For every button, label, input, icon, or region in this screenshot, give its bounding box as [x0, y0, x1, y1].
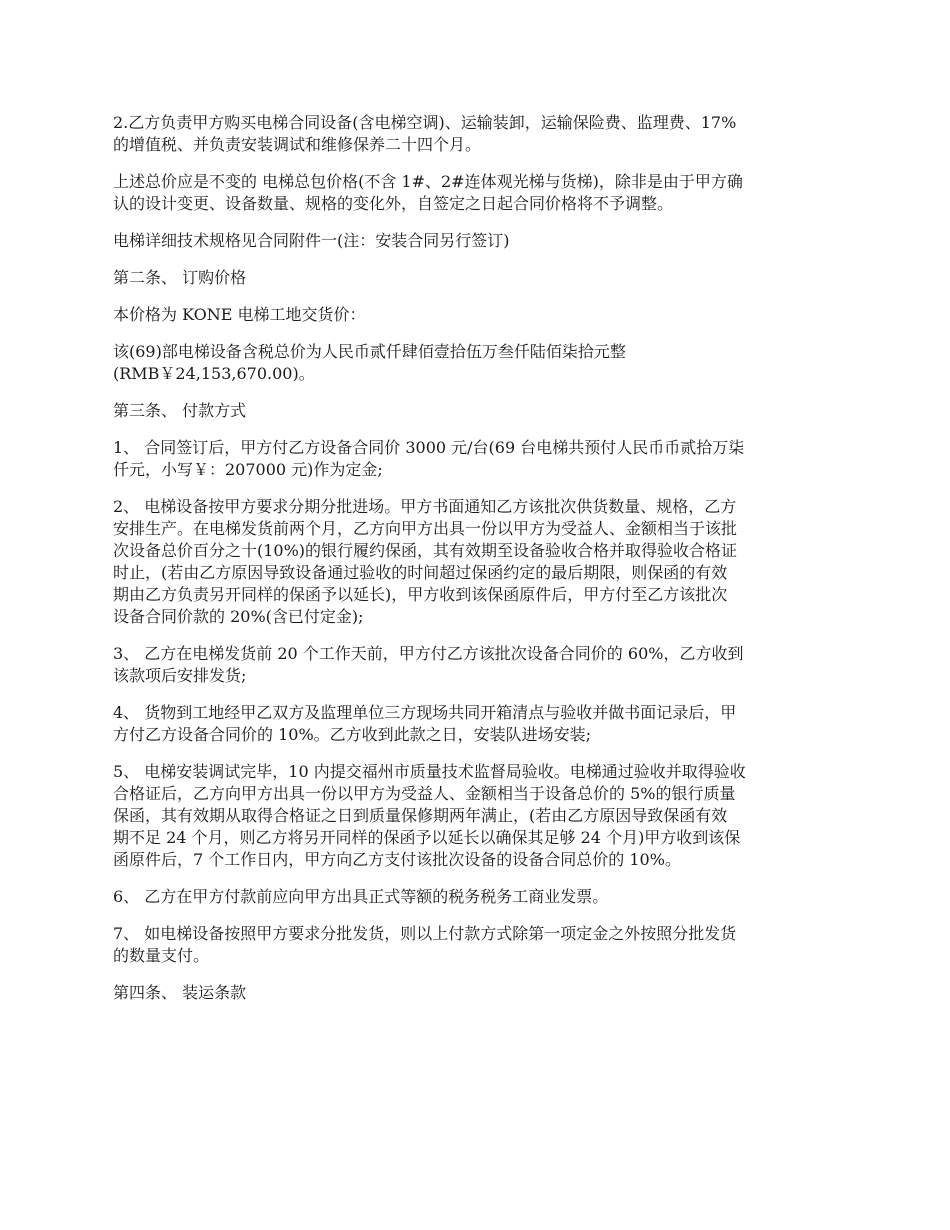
payment-item-6: 6、 乙方在甲方付款前应向甲方出具正式等额的税务税务工商业发票。	[113, 887, 609, 906]
paragraph-delivery-price: 本价格为 KONE 电梯工地交货价：	[113, 305, 366, 324]
paragraph-total-price: 该(69)部电梯设备含税总价为人民币贰仟肆佰壹拾伍万叁仟陆佰柒拾元整 (RMB￥24,153,670.00)。	[113, 342, 626, 383]
paragraph-spec-reference: 电梯详细技术规格见合同附件一(注：安装合同另行签订)	[113, 231, 510, 250]
paragraph-price-fixed: 上述总价应是不变的 电梯总包价格(不含 1#、2#连体观光梯与货梯)，除非是由于甲方确 认的设计变更、设备数量、规格的变化外，自签定之日起合同价格将不予调整。	[113, 172, 743, 213]
payment-item-4: 4、 货物到工地经甲乙双方及监理单位三方现场共同开箱清点与验收并做书面记录后，甲 方付乙方设备合同价的 10%。乙方收到此款之日，安装队进场安装;	[113, 703, 737, 744]
payment-item-5: 5、 电梯安装调试完毕，10 内提交福州市质量技术监督局验收。电梯通过验收并取得验收 合格证后，乙方向甲方出具一份以甲方为受益人、金额相当于设备总价的 5%的银行质量 保函，其有效期从取得合格证之日到质量保修期两年满止，(若由乙方原因导致保函有效 期不足 24 个月，则乙方将另开同样的保函予以延长以确保其足够 24 个月)甲方收到该保 函原件后，7 个工作日内，甲方向乙方支付该批次设备的设备合同总价的 10%。	[113, 762, 746, 869]
paragraph-scope: 2.乙方负责甲方购买电梯合同设备(含电梯空调)、运输装卸，运输保险费、监理费、17% 的增值税、并负责安装调试和维修保养二十四个月。	[113, 113, 737, 154]
payment-item-3: 3、 乙方在电梯发货前 20 个工作天前，甲方付乙方该批次设备合同价的 60%，乙方收到 该款项后安排发货;	[113, 644, 744, 685]
payment-item-2: 2、 电梯设备按甲方要求分期分批进场。甲方书面通知乙方该批次供货数量、规格，乙方 安排生产。在电梯发货前两个月，乙方向甲方出具一份以甲方为受益人、金额相当于该批 次设备总价百分之十(10%)的银行履约保函，其有效期至设备验收合格并取得验收合格证 时止，(若由乙方原因导致设备通过验收的时间超过保函约定的最后期限，则保函的有效 期由乙方负责另开同样的保函予以延长)，甲方收到该保函原件后，甲方付至乙方该批次 设备合同价款的 20%(含已付定金);	[113, 497, 738, 626]
document-body	[113, 112, 833, 1019]
heading-article-4: 第四条、 装运条款	[113, 983, 247, 1002]
payment-item-1: 1、 合同签订后，甲方付乙方设备合同价 3000 元/台(69 台电梯共预付人民币币贰拾万柒 仟元，小写￥：207000 元)作为定金;	[113, 438, 745, 479]
heading-article-3: 第三条、 付款方式	[113, 401, 247, 420]
heading-article-2: 第二条、 订购价格	[113, 268, 247, 287]
payment-item-7: 7、 如电梯设备按照甲方要求分批发货，则以上付款方式除第一项定金之外按照分批发货 的数量支付。	[113, 924, 737, 965]
